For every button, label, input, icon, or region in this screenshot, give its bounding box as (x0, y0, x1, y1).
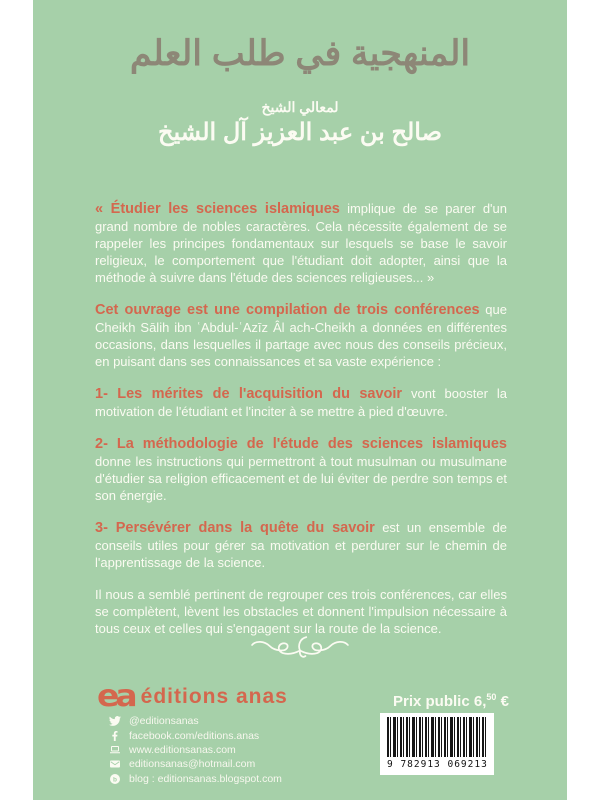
paragraph-text: implique de se parer d'un grand nombre de nobles caractères. Cela nécessite également de se rappeler les principes fondamentaux sur lesquels se base le savoir religieux, le comportement que l'étudiant doit adopter, ainsi que la méthode à suivre dans l'étude des sciences religieuses... » (95, 201, 508, 285)
decorative-flourish-icon (33, 628, 567, 662)
publisher-name: éditions anas (140, 685, 288, 708)
twitter-icon (109, 715, 121, 727)
paragraph-text: donne les instructions qui permettront à tout musulman ou musulmane d'étudier sa religion efficacement et de lui éviter de perdre son temps et son énergie. (95, 454, 507, 503)
facebook-link (109, 728, 288, 742)
paragraph-lead: 2- La méthodologie de l'étude des sciences islamiques (95, 436, 507, 452)
twitter-link (109, 714, 288, 728)
author-name-arabic: صالح بن عبد العزيز آل الشيخ (158, 119, 442, 146)
back-cover-description (95, 200, 507, 652)
barcode-bars (387, 717, 487, 757)
paragraph-lead: « Étudier les sciences islamiques (95, 201, 340, 217)
paragraph-conference-3 (95, 519, 507, 571)
facebook-url: facebook.com/editions.anas (129, 729, 260, 742)
paragraph-conference-1 (95, 385, 507, 420)
barcode (380, 713, 494, 775)
paragraph-overview (95, 301, 507, 370)
paragraph-text: vont booster la motivation de l'étudiant et l'inciter à se mettre à pied d'œuvre. (95, 386, 507, 419)
blog-icon (109, 773, 121, 785)
blog-link (109, 772, 288, 786)
paragraph-text: Il nous a semblé pertinent de regrouper ces trois conférences, car elles se complètent, lèvent les obstacles et donnent l'impulsion nécessaire à tous ceux et celles qui s'engagent sur la route de la science. (95, 587, 507, 636)
email-icon (109, 758, 121, 770)
twitter-handle: @editionsanas (129, 715, 199, 728)
blog-url: blog : editionsanas.blogspot.com (129, 772, 282, 785)
author-honorific-arabic: لمعالي الشيخ (261, 99, 339, 115)
price (393, 692, 509, 710)
barcode-digits: 9 782913 069213 (387, 759, 488, 770)
paragraph-conference-2 (95, 435, 507, 504)
cover-panel (33, 0, 567, 800)
publisher-monogram-icon: ea (97, 677, 134, 714)
price-currency: € (500, 693, 509, 710)
facebook-icon (109, 730, 121, 742)
website-url: www.editionsanas.com (129, 743, 236, 756)
paragraph-text: que Cheikh Sālih ibn ʿAbdul-ʿAzīz Âl ach-Cheikh a données en différentes occasions, dans lesquelles il partage avec nous des conseils précieux, en puisant dans ses connaissances et sa vaste expérience : (95, 302, 508, 369)
price-label: Prix public (393, 693, 470, 710)
email-address: editionsanas@hotmail.com (129, 758, 256, 771)
publisher-block (97, 677, 288, 786)
book-title-arabic: المنهجية في طلب العلم (129, 34, 471, 73)
paragraph-quote (95, 200, 507, 286)
publisher-links (109, 714, 288, 786)
paragraph-lead: 3- Persévérer dans la quête du savoir (95, 520, 375, 536)
paragraph-lead: 1- Les mérites de l'acquisition du savoir (95, 386, 403, 402)
website-icon (109, 744, 121, 756)
publisher-logo (97, 677, 288, 714)
svg-text:b: b (113, 776, 117, 783)
email-link (109, 757, 288, 771)
website-link (109, 743, 288, 757)
price-cents: 50 (486, 692, 497, 702)
paragraph-lead: Cet ouvrage est une compilation de trois conférences (95, 302, 480, 318)
price-amount: 6, (473, 693, 487, 710)
paragraph-text: est un ensemble de conseils utiles pour gérer sa motivation et perdurer sur le chemin de l'apprentissage de la science. (95, 520, 508, 570)
